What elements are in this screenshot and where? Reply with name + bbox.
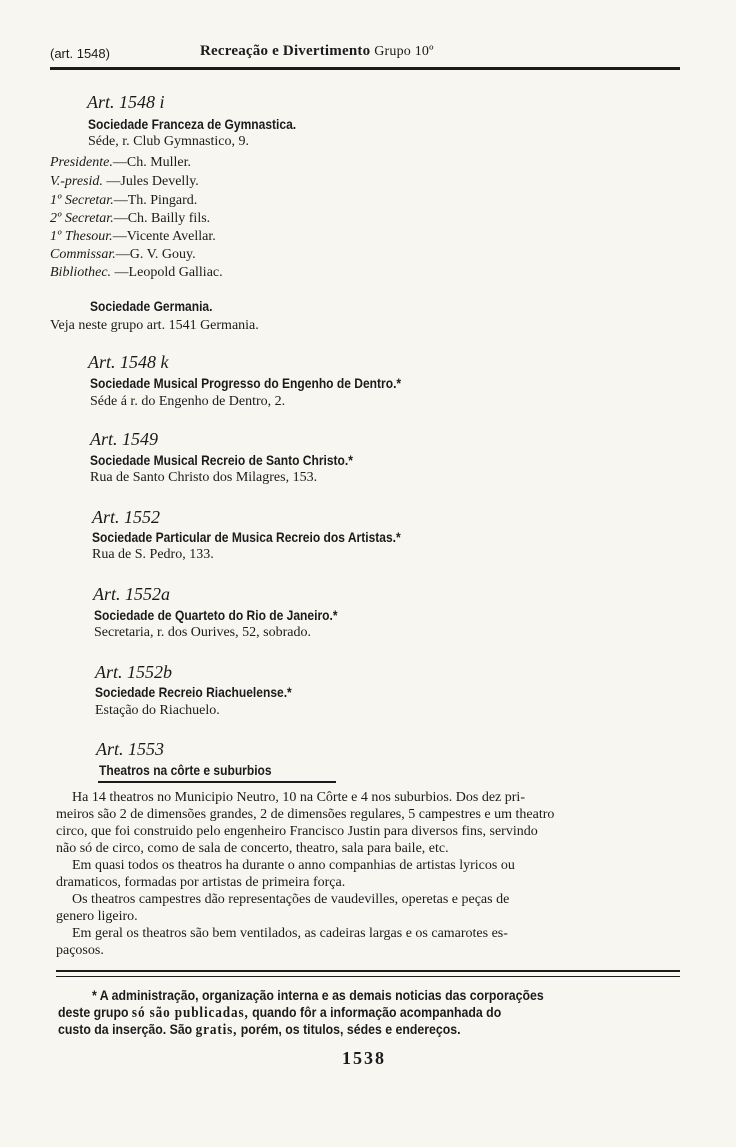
section-title-underline — [98, 781, 336, 783]
body-line: circo, que foi construido pelo engenheiro Francisco Justin para diversos fins, servindo — [56, 824, 538, 839]
officer-name: —Ch. Muller. — [112, 155, 192, 170]
officer-name: —Leopold Galliac. — [114, 265, 223, 280]
organization-address: Rua de S. Pedro, 133. — [92, 547, 214, 562]
body-line: Os theatros campestres dão representações de vaudevilles, operetas e peças de — [72, 892, 510, 907]
officer-role: 1º Secretar. — [50, 193, 114, 208]
footnote-line — [58, 1021, 461, 1039]
section-title: Theatros na côrte e suburbios — [99, 762, 272, 778]
officer-role: Commissar. — [50, 247, 116, 262]
header-title — [200, 43, 434, 60]
officer-role: 2º Secretar. — [50, 211, 114, 226]
officer-row — [50, 265, 223, 281]
officer-role: Presidente. — [50, 155, 113, 170]
body-line: não só de circo, como de sala de concerto, theatro, sala para baile, etc. — [56, 841, 449, 856]
organization-name: Sociedade Recreio Riachuelense.* — [95, 684, 292, 700]
footnote-text: quando fôr a informação acompanhada do — [252, 1004, 502, 1020]
organization-address: Secretaria, r. dos Ourives, 52, sobrado. — [94, 625, 311, 640]
footnote-rule-bottom — [56, 976, 680, 977]
footnote-text: custo da inserção. São — [58, 1021, 193, 1037]
article-number: Art. 1553 — [96, 739, 165, 759]
body-line: Em quasi todos os theatros ha durante o anno companhias de artistas lyricos ou — [72, 858, 515, 873]
page-number: 1538 — [342, 1048, 386, 1068]
officer-row — [50, 174, 199, 190]
officer-name: —Ch. Bailly fils. — [113, 211, 211, 226]
footnote-emphasis: só são publicadas, — [131, 1005, 249, 1021]
officer-row — [50, 229, 216, 245]
officer-row — [50, 155, 191, 171]
body-line: Ha 14 theatros no Municipio Neutro, 10 na Côrte e 4 nos suburbios. Dos dez pri- — [72, 790, 525, 805]
header-section-title: Recreação e Divertimento — [200, 43, 371, 59]
organization-name: Sociedade Musical Recreio de Santo Christo.* — [90, 452, 353, 468]
organization-name: Sociedade Particular de Musica Recreio dos Artistas.* — [92, 529, 401, 545]
body-line: dramaticos, formadas por artistas de primeira força. — [56, 875, 346, 890]
organization-name: Sociedade Franceza de Gymnastica. — [88, 116, 297, 132]
organization-address: Rua de Santo Christo dos Milagres, 153. — [90, 470, 318, 485]
footnote-text: deste grupo — [58, 1004, 129, 1020]
officer-name: —G. V. Gouy. — [115, 247, 196, 262]
organization-address: Veja neste grupo art. 1541 Germania. — [50, 318, 259, 333]
officer-row — [50, 193, 197, 209]
footnote-emphasis: gratis, — [195, 1022, 238, 1038]
organization-name: Sociedade de Quarteto do Rio de Janeiro.* — [94, 607, 338, 623]
article-number: Art. 1548 i — [87, 92, 165, 112]
article-number: Art. 1549 — [90, 429, 159, 449]
article-number: Art. 1548 k — [88, 352, 169, 372]
body-line: meiros são 2 de dimensões grandes, 2 de dimensões regulares, 5 campestres e um theatro — [56, 807, 555, 822]
article-number: Art. 1552a — [93, 584, 171, 604]
header-article-ref: (art. 1548) — [50, 46, 110, 61]
article-number: Art. 1552 — [92, 507, 161, 527]
organization-address: Séde, r. Club Gymnastico, 9. — [88, 134, 249, 149]
officer-role: V.-presid. — [50, 174, 103, 189]
body-line: paçosos. — [56, 943, 104, 958]
footnote-rule-top — [56, 970, 680, 972]
organization-address: Séde á r. do Engenho de Dentro, 2. — [90, 394, 286, 409]
body-line: Em geral os theatros são bem ventilados, as cadeiras largas e os camarotes es- — [72, 926, 508, 941]
officer-name: —Th. Pingard. — [113, 193, 198, 208]
footnote-text: porém, os titulos, sédes e endereços. — [240, 1021, 461, 1037]
body-line: genero ligeiro. — [56, 909, 138, 924]
officer-name: —Vicente Avellar. — [112, 229, 216, 244]
organization-name: Sociedade Germania. — [90, 298, 213, 314]
header-rule — [50, 67, 680, 70]
header-group: Grupo 10º — [374, 44, 434, 59]
organization-name: Sociedade Musical Progresso do Engenho de Dentro.* — [90, 375, 402, 391]
officer-row — [50, 211, 210, 227]
footnote-line: * A administração, organização interna e as demais noticias das corporações — [92, 987, 544, 1003]
article-number: Art. 1552b — [95, 662, 173, 682]
officer-role: 1º Thesour. — [50, 229, 113, 244]
officer-name: —Jules Develly. — [106, 174, 199, 189]
organization-address: Estação do Riachuelo. — [95, 703, 220, 718]
officer-role: Bibliothec. — [50, 265, 112, 280]
officer-row — [50, 247, 196, 263]
footnote-line — [58, 1004, 501, 1022]
